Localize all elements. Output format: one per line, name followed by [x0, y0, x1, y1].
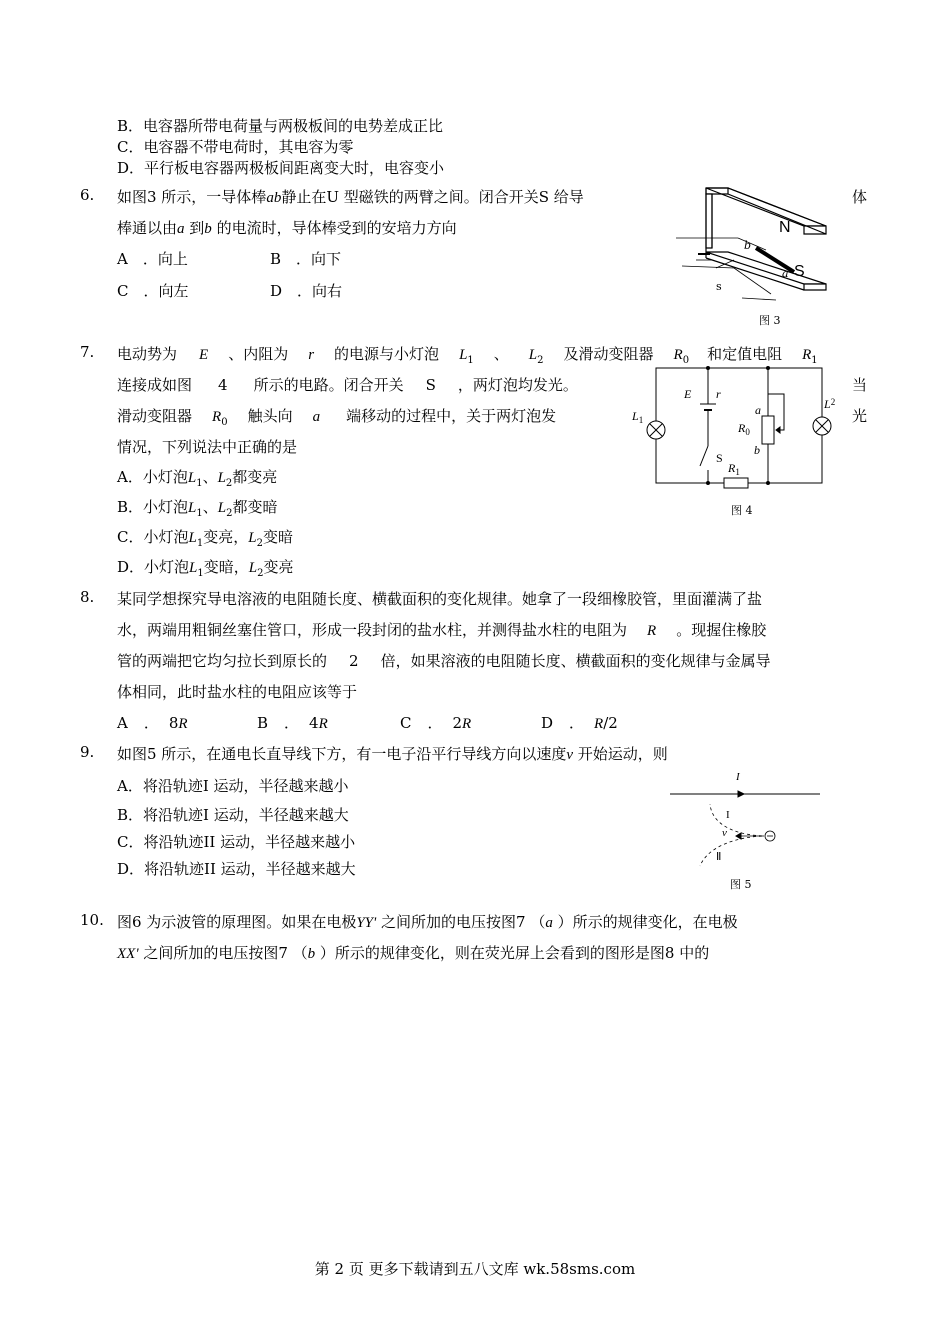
q8-option-d: D ． R/2: [541, 714, 618, 732]
fig4-label-b: b: [754, 443, 760, 457]
q6-stem-line1-end: 体: [852, 188, 868, 206]
q9-option-d: D．将沿轨迹II 运动，半径越来越大: [117, 860, 356, 878]
fig4-label-e: E: [684, 387, 692, 401]
q8-option-b: B ． 4R: [257, 714, 328, 732]
figure-5-caption: 图 5: [730, 878, 752, 891]
q8-stem-line1: 某同学想探究导电溶液的电阻随长度、横截面积的变化规律。她拿了一段细橡胶管，里面灌满了盐: [117, 590, 763, 608]
q8-number: 8.: [80, 588, 95, 606]
q7-option-a: A．小灯泡$L_1$、$L_2$都变亮: [117, 468, 278, 489]
q7-stem-line3-end: 光: [852, 407, 868, 425]
q8-option-a: A ． 8R: [117, 714, 188, 732]
q7-stem-line4: 情况，下列说法中正确的是: [117, 438, 298, 456]
fig5-label-v: v: [722, 827, 727, 839]
fig4-label-r1: $R_1$: [728, 461, 740, 477]
q5-option-d: D．平行板电容器两极板间距离变大时，电容变小: [117, 159, 445, 177]
fig3-label-a: a: [782, 267, 789, 280]
q9-option-a: A．将沿轨迹I 运动，半径越来越小: [117, 777, 349, 795]
fig5-label-track2: Ⅱ: [716, 851, 722, 863]
q8-stem-line3: 管的两端把它均匀拉长到原长的 2 倍，如果溶液的电阻随长度、横截面积的变化规律与金属导: [117, 652, 771, 670]
q7-stem-line2: 连接成如图 4 所示的电路。闭合开关 S ，两灯泡均发光。: [117, 376, 578, 394]
page-footer: 第 2 页 更多下载请到五八文库 wk.58sms.com: [314, 1260, 636, 1278]
fig4-label-s: S: [716, 451, 723, 465]
figure-3-caption: 图 3: [759, 314, 781, 327]
q6-option-a: A ．向上: [117, 250, 188, 268]
fig4-label-r: r: [716, 387, 721, 401]
q10-stem-line1: 图6 为示波管的原理图。如果在电极YY' 之间所加的电压按图7 （a ）所示的规律变化，在电极: [117, 913, 738, 931]
figure-4-caption: 图 4: [731, 504, 753, 517]
q7-stem-line1: 电动势为 E 、内阻为 r 的电源与小灯泡 $L_1$ 、 $L_2$ 及滑动变阻器 $R_0$ 和定值电阻 $R_1$: [117, 345, 818, 366]
fig4-label-l2: $L^2$: [824, 397, 836, 411]
q10-number: 10.: [80, 911, 104, 929]
figure-3-magnet: [676, 180, 841, 305]
q7-option-b: B．小灯泡$L_1$、$L_2$都变暗: [117, 498, 278, 519]
q7-stem-line2-end: 当: [852, 376, 868, 394]
q9-option-b: B．将沿轨迹I 运动，半径越来越大: [117, 806, 349, 824]
q10-stem-line2: XX' 之间所加的电压按图7 （b ）所示的规律变化，则在荧光屏上会看到的图形是图8 中的: [117, 944, 710, 962]
q7-option-c: C．小灯泡$L_1$变亮，$L_2$变暗: [117, 528, 293, 549]
q5-option-c: C．电容器不带电荷时，其电容为零: [117, 138, 354, 156]
q6-option-b: B ．向下: [270, 250, 342, 268]
q6-number: 6.: [80, 186, 95, 204]
fig4-label-r0: $R_0$: [738, 421, 750, 437]
q6-option-d: D ．向右: [270, 282, 343, 300]
fig4-label-l1: $L_1$: [632, 409, 644, 425]
fig4-label-a: a: [755, 403, 761, 417]
q5-option-b: B．电容器所带电荷量与两极板间的电势差成正比: [117, 117, 444, 135]
fig3-label-switch: s: [716, 280, 722, 293]
fig5-label-current: I: [736, 771, 740, 783]
q6-stem-line1: 如图3 所示，一导体棒ab静止在U 型磁铁的两臂之间。闭合开关S 给导: [117, 188, 584, 206]
q7-option-d: D．小灯泡$L_1$变暗，$L_2$变亮: [117, 558, 294, 579]
q7-number: 7.: [80, 343, 95, 361]
q6-stem-line2: 棒通以由a 到b 的电流时，导体棒受到的安培力方向: [117, 219, 457, 237]
fig3-label-s: S: [794, 263, 805, 280]
q8-option-c: C ． 2R: [400, 714, 472, 732]
fig3-label-n: N: [779, 219, 791, 236]
fig3-label-b: b: [744, 239, 752, 252]
q9-number: 9.: [80, 743, 95, 761]
q7-stem-line3: 滑动变阻器 $R_0$ 触头向 a 端移动的过程中，关于两灯泡发: [117, 407, 557, 428]
q6-option-c: C ．向左: [117, 282, 189, 300]
q9-stem: 如图5 所示，在通电长直导线下方，有一电子沿平行导线方向以速度v 开始运动，则: [117, 745, 668, 763]
figure-4-circuit: [630, 364, 845, 494]
fig5-label-track1: I: [726, 809, 730, 821]
q8-stem-line2: 水，两端用粗铜丝塞住管口，形成一段封闭的盐水柱，并测得盐水柱的电阻为 R 。现握住橡胶: [117, 621, 767, 639]
q8-stem-line4: 体相同，此时盐水柱的电阻应该等于: [117, 683, 358, 701]
q9-option-c: C．将沿轨迹II 运动，半径越来越小: [117, 833, 356, 851]
figure-5-wire: [668, 766, 828, 870]
